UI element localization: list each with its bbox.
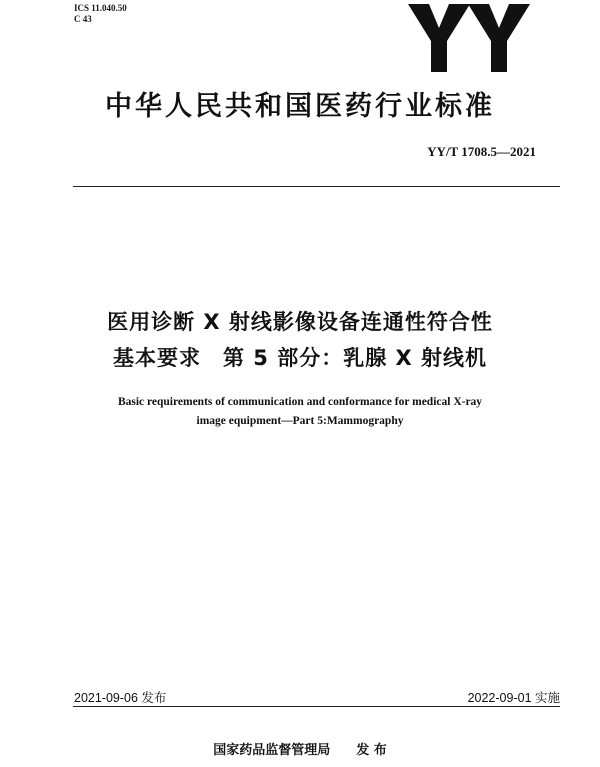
chinese-title-line-2: 基本要求 第 5 部分：乳腺 X 射线机 [112, 346, 488, 370]
issue-date: 2021-09-06 发布 [74, 691, 167, 705]
bottom-divider [73, 706, 560, 707]
implementation-date: 2022-09-01 实施 [467, 691, 560, 705]
ccs-code: C 43 [74, 14, 92, 24]
chinese-title-line-1: 医用诊断 X 射线影像设备连通性符合性 [107, 310, 493, 334]
classification-codes [74, 3, 127, 25]
publisher-action: 发 布 [356, 743, 387, 758]
english-title-line-2: image equipment—Part 5:Mammography [196, 415, 404, 427]
publisher-name: 国家药品监督管理局 [213, 743, 331, 758]
ics-code: ICS 11.040.50 [74, 3, 127, 13]
english-title-line-1: Basic requirements of communication and conformance for medical X-ray [117, 396, 483, 408]
standard-code: YY/T 1708.5—2021 [427, 144, 536, 159]
yy-logo [408, 4, 530, 72]
publisher [0, 739, 600, 758]
standard-category-title: 中华人民共和国医药行业标准 [105, 91, 495, 122]
top-divider [73, 186, 560, 187]
